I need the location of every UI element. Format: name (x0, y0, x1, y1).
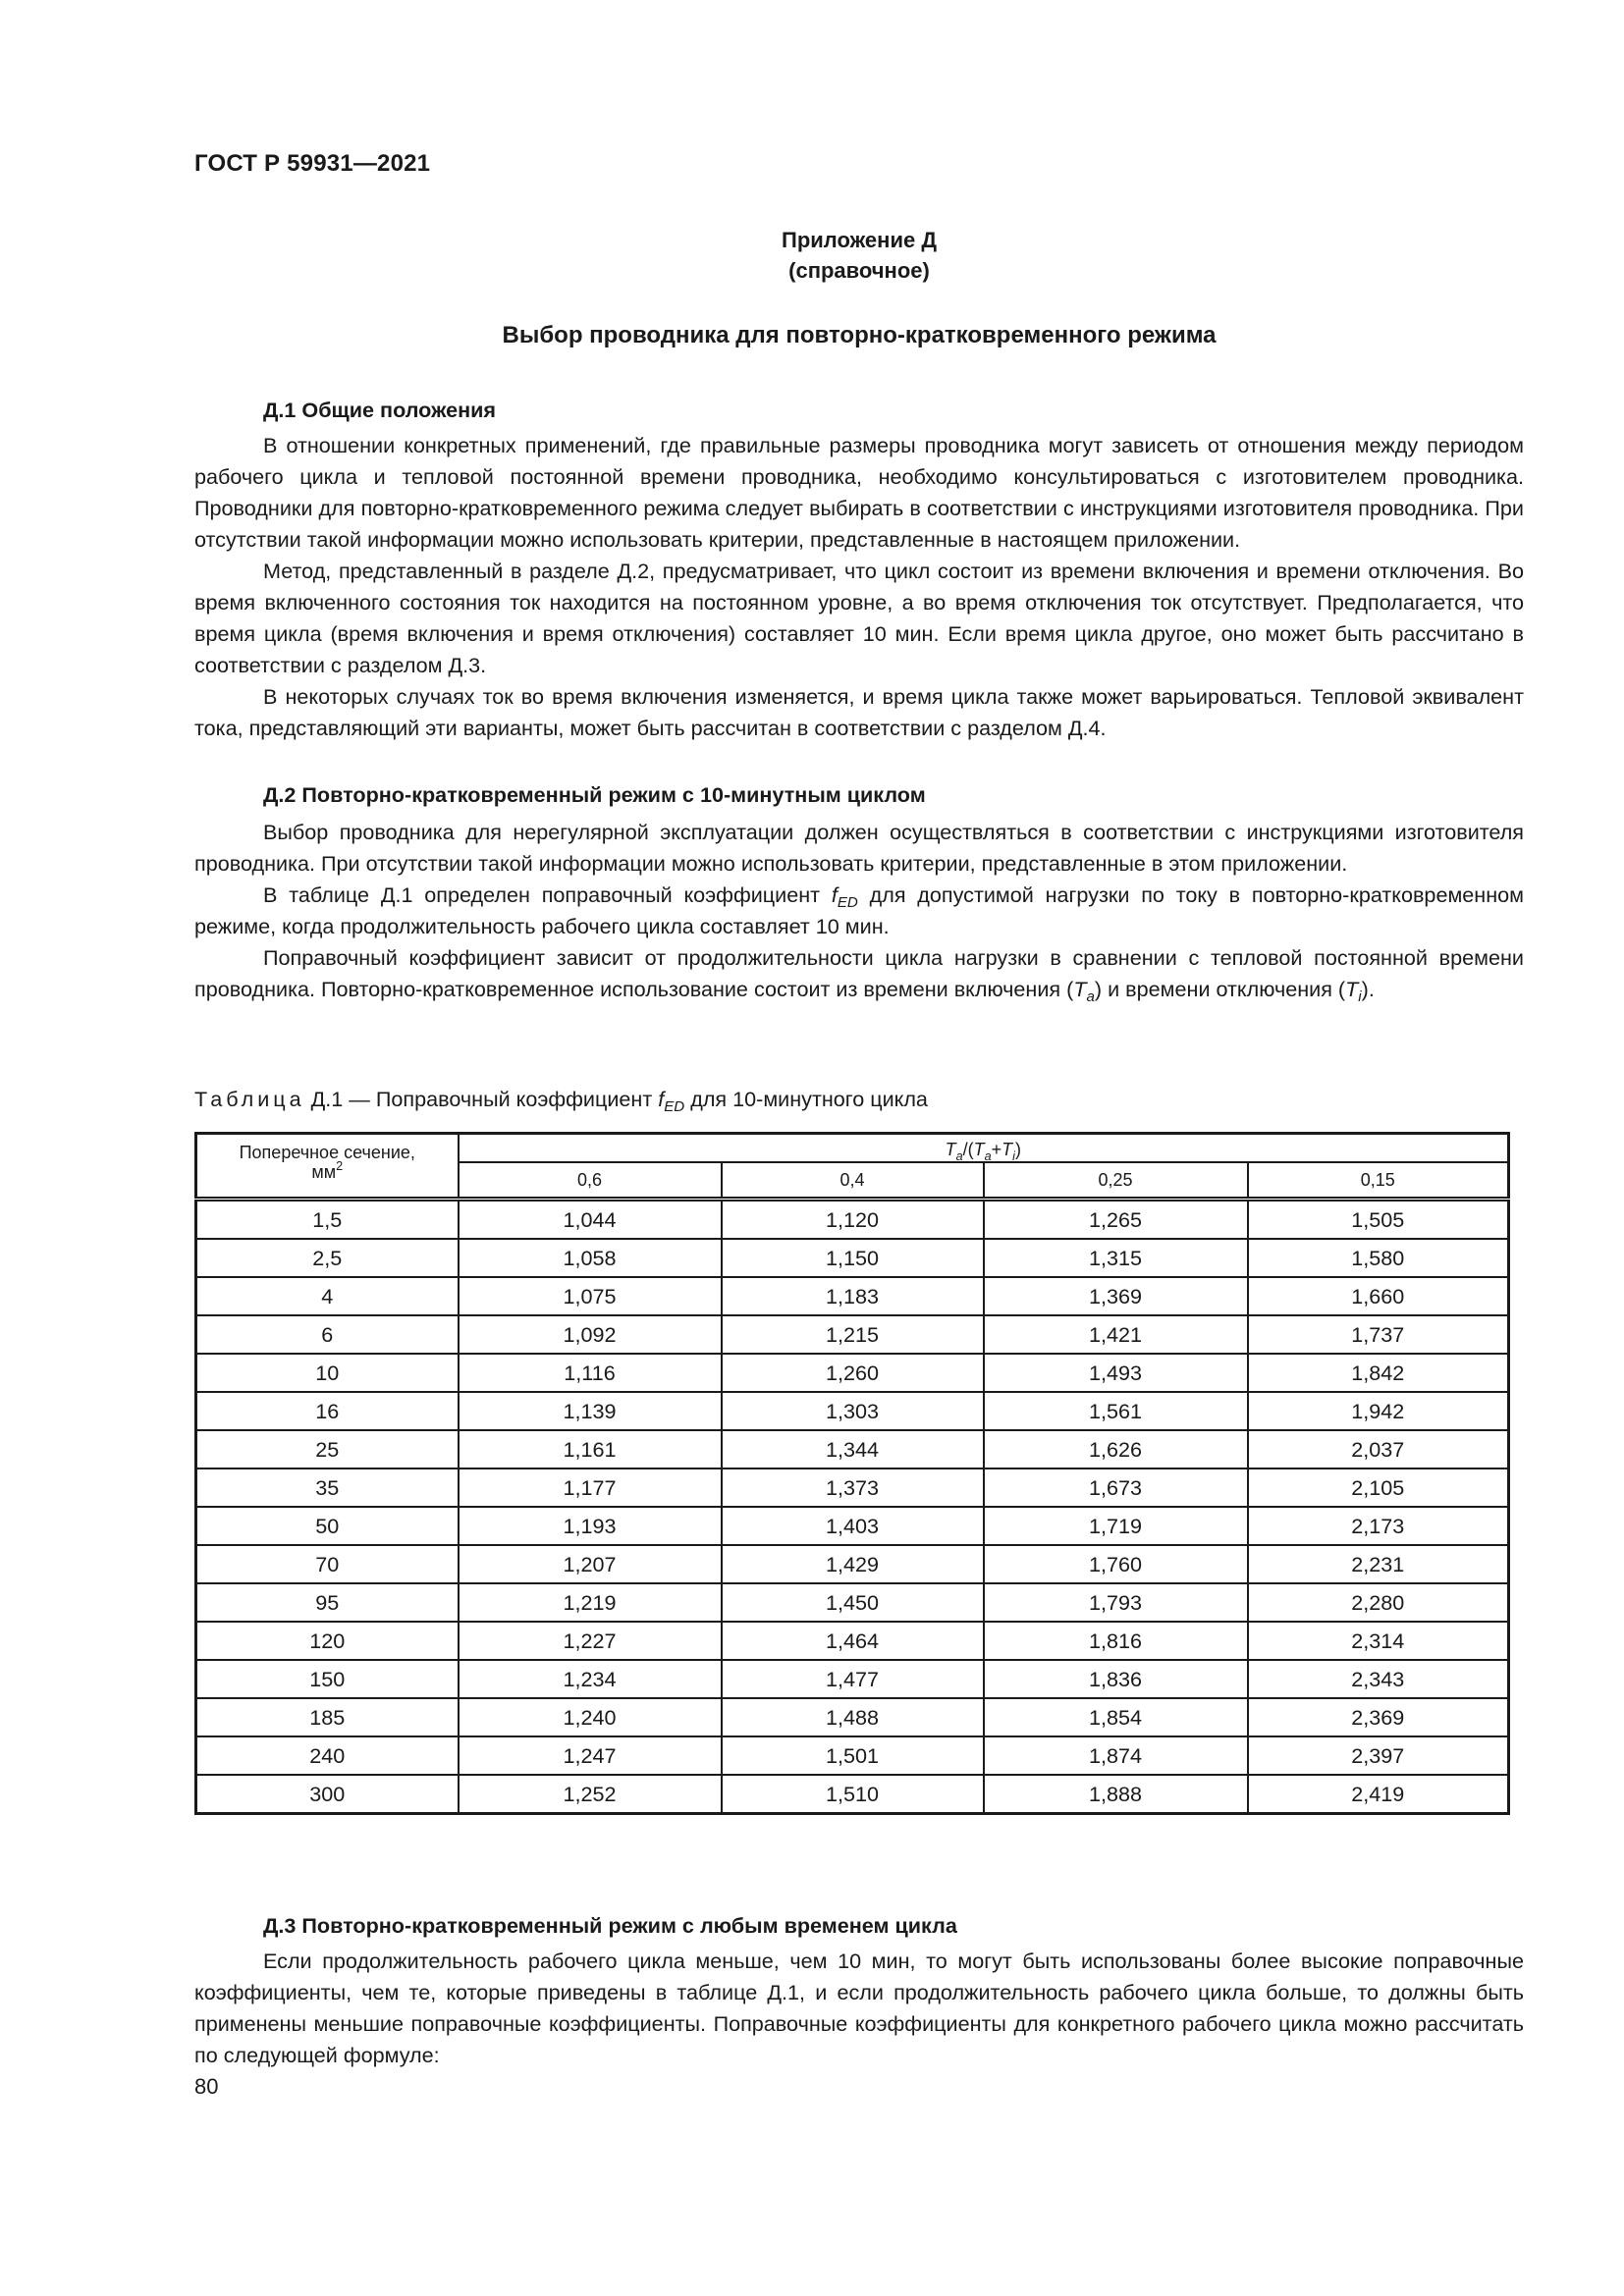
factor-cell: 1,177 (459, 1468, 722, 1507)
section-d3 (194, 1910, 1524, 2071)
table-row (196, 1430, 1509, 1468)
factor-cell: 1,464 (722, 1622, 984, 1660)
factor-cell: 1,501 (722, 1736, 984, 1775)
cross-section-cell: 10 (196, 1354, 459, 1392)
factor-cell: 1,403 (722, 1507, 984, 1545)
factor-cell: 1,429 (722, 1545, 984, 1583)
factor-cell: 1,505 (1248, 1200, 1509, 1240)
factor-cell: 1,219 (459, 1583, 722, 1622)
correction-factor-table (194, 1132, 1510, 1815)
factor-cell: 2,231 (1248, 1545, 1509, 1583)
paragraph: В отношении конкретных применений, где правильные размеры проводника могут зависеть от отношения между периодом рабочего цикла и тепловой постоянной времени проводника, необходимо консультироваться с изготовителем проводника. Проводники для повторно-кратковременного режима следует выбирать в соответствии с инструкциями изготовителя проводника. При отсутствии такой информации можно использовать критерии, представленные в настоящем приложении. (194, 433, 1524, 552)
group-header-ratio: $T_a/(T_a+T_i)$ (459, 1134, 1509, 1163)
factor-cell: 1,888 (984, 1775, 1248, 1814)
factor-cell: 1,510 (722, 1775, 984, 1814)
table-caption: Таблица Д.1 — Поправочный коэффициент $f_{ED}$ для 10-минутного цикла (194, 1087, 928, 1115)
table-row (196, 1545, 1509, 1583)
table-row (196, 1468, 1509, 1507)
factor-cell: 1,161 (459, 1430, 722, 1468)
factor-cell: 1,842 (1248, 1354, 1509, 1392)
factor-cell: 1,265 (984, 1200, 1248, 1240)
factor-cell: 1,477 (722, 1660, 984, 1698)
table-row (196, 1392, 1509, 1430)
table-row (196, 1239, 1509, 1277)
paragraph: В некоторых случаях ток во время включения изменяется, и время цикла также может варьироваться. Тепловой эквивалент тока, представляющий эти варианты, может быть рассчитан в соответствии с разделом Д.4. (194, 684, 1524, 740)
table-row (196, 1583, 1509, 1622)
cross-section-cell: 240 (196, 1736, 459, 1775)
cross-section-cell: 6 (196, 1315, 459, 1354)
table-row (196, 1622, 1509, 1660)
table-row (196, 1736, 1509, 1775)
factor-cell: 1,139 (459, 1392, 722, 1430)
factor-cell: 2,105 (1248, 1468, 1509, 1507)
cross-section-cell: 300 (196, 1775, 459, 1814)
factor-cell: 1,240 (459, 1698, 722, 1736)
symbol-f: f (831, 882, 838, 907)
factor-cell: 2,369 (1248, 1698, 1509, 1736)
factor-cell: 1,247 (459, 1736, 722, 1775)
cross-section-cell: 16 (196, 1392, 459, 1430)
factor-cell: 1,760 (984, 1545, 1248, 1583)
factor-cell: 2,343 (1248, 1660, 1509, 1698)
cross-section-cell: 25 (196, 1430, 459, 1468)
factor-cell: 2,314 (1248, 1622, 1509, 1660)
factor-cell: 2,173 (1248, 1507, 1509, 1545)
section-d1-heading: Д.1 Общие положения (263, 398, 497, 422)
factor-cell: 1,561 (984, 1392, 1248, 1430)
factor-cell: 1,260 (722, 1354, 984, 1392)
factor-cell: 1,075 (459, 1277, 722, 1315)
table-row (196, 1660, 1509, 1698)
table-row (196, 1354, 1509, 1392)
table-caption-label: Таблица (194, 1087, 305, 1111)
factor-cell: 1,874 (984, 1736, 1248, 1775)
factor-cell: 1,488 (722, 1698, 984, 1736)
factor-cell: 1,719 (984, 1507, 1248, 1545)
cross-section-cell: 150 (196, 1660, 459, 1698)
running-head: ГОСТ Р 59931—2021 (194, 150, 431, 177)
factor-cell: 1,315 (984, 1239, 1248, 1277)
table-row (196, 1315, 1509, 1354)
table-row (196, 1277, 1509, 1315)
table-row (196, 1698, 1509, 1736)
factor-cell: 1,836 (984, 1660, 1248, 1698)
factor-cell: 1,450 (722, 1583, 984, 1622)
factor-cell: 1,816 (984, 1622, 1248, 1660)
factor-cell: 2,419 (1248, 1775, 1509, 1814)
factor-cell: 1,369 (984, 1277, 1248, 1315)
factor-cell: 1,493 (984, 1354, 1248, 1392)
cross-section-cell: 70 (196, 1545, 459, 1583)
factor-cell: 1,116 (459, 1354, 722, 1392)
annex-title: Приложение Д (782, 228, 937, 252)
cross-section-cell: 35 (196, 1468, 459, 1507)
cross-section-cell: 120 (196, 1622, 459, 1660)
paragraph: Выбор проводника для нерегулярной эксплуатации должен осуществляться в соответствии с инструкциями изготовителя проводника. При отсутствии такой информации можно использовать критерии, представленные в этом приложении. (194, 820, 1524, 876)
factor-cell: 1,673 (984, 1468, 1248, 1507)
factor-cell: 1,344 (722, 1430, 984, 1468)
section-d2 (194, 779, 1524, 1005)
factor-cell: 1,421 (984, 1315, 1248, 1354)
factor-cell: 1,044 (459, 1200, 722, 1240)
section-d3-heading: Д.3 Повторно-кратковременный режим с любым временем цикла (263, 1913, 957, 1938)
factor-cell: 1,660 (1248, 1277, 1509, 1315)
factor-cell: 1,215 (722, 1315, 984, 1354)
column-header: 0,4 (722, 1162, 984, 1200)
factor-cell: 1,234 (459, 1660, 722, 1698)
factor-cell: 1,058 (459, 1239, 722, 1277)
factor-cell: 1,303 (722, 1392, 984, 1430)
cross-section-cell: 50 (196, 1507, 459, 1545)
factor-cell: 1,120 (722, 1200, 984, 1240)
cross-section-cell: 95 (196, 1583, 459, 1622)
column-header: 0,15 (1248, 1162, 1509, 1200)
factor-cell: 1,227 (459, 1622, 722, 1660)
cross-section-cell: 185 (196, 1698, 459, 1736)
annex-status: (справочное) (788, 258, 930, 283)
row-header-cross-section: Поперечное сечение, $мм^2$ (196, 1134, 459, 1200)
section-d2-heading: Д.2 Повторно-кратковременный режим с 10-минутным циклом (263, 782, 926, 807)
factor-cell: 1,626 (984, 1430, 1248, 1468)
table-row (196, 1200, 1509, 1240)
annex-heading: Выбор проводника для повторно-кратковременного режима (502, 322, 1217, 348)
paragraph: Поправочный коэффициент зависит от продолжительности цикла нагрузки в сравнении с тепловой постоянной времени проводника. Повторно-кратковременное использование состоит из времени включения $(T_a)$ и времени отключения $(T_i)$. (194, 945, 1524, 1005)
factor-cell: 1,854 (984, 1698, 1248, 1736)
table-row (196, 1775, 1509, 1814)
factor-cell: 1,373 (722, 1468, 984, 1507)
cross-section-cell: 1,5 (196, 1200, 459, 1240)
factor-cell: 1,092 (459, 1315, 722, 1354)
factor-cell: 1,183 (722, 1277, 984, 1315)
paragraph: Если продолжительность рабочего цикла меньше, чем 10 мин, то могут быть использованы более высокие поправочные коэффициенты, чем те, которые приведены в таблице Д.1, и если продолжительность рабочего цикла больше, то должны быть применены меньшие поправочные коэффициенты. Поправочные коэффициенты для конкретного рабочего цикла можно рассчитать по следующей формуле: (194, 1949, 1524, 2067)
factor-cell: 1,150 (722, 1239, 984, 1277)
factor-cell: 1,207 (459, 1545, 722, 1583)
factor-cell: 1,737 (1248, 1315, 1509, 1354)
factor-cell: 1,252 (459, 1775, 722, 1814)
factor-cell: 2,037 (1248, 1430, 1509, 1468)
factor-cell: 1,793 (984, 1583, 1248, 1622)
factor-cell: 1,942 (1248, 1392, 1509, 1430)
cross-section-cell: 2,5 (196, 1239, 459, 1277)
section-d1 (194, 395, 1524, 744)
column-header: 0,25 (984, 1162, 1248, 1200)
page-number: 80 (194, 2074, 219, 2099)
factor-cell: 1,580 (1248, 1239, 1509, 1277)
factor-cell: 2,280 (1248, 1583, 1509, 1622)
table-row (196, 1507, 1509, 1545)
column-header: 0,6 (459, 1162, 722, 1200)
cross-section-cell: 4 (196, 1277, 459, 1315)
paragraph: В таблице Д.1 определен поправочный коэффициент $f_{ED}$ для допустимой нагрузки по току в повторно-кратковременном режиме, когда продолжительность рабочего цикла составляет 10 мин. (194, 882, 1525, 938)
factor-cell: 2,397 (1248, 1736, 1509, 1775)
factor-cell: 1,193 (459, 1507, 722, 1545)
paragraph: Метод, представленный в разделе Д.2, предусматривает, что цикл состоит из времени включения и времени отключения. Во время включенного состояния ток находится на постоянном уровне, а во время отключения ток отсутствует. Предполагается, что время цикла (время включения и время отключения) составляет 10 мин. Если время цикла другое, оно может быть рассчитано в соответствии с разделом Д.3. (194, 559, 1524, 677)
